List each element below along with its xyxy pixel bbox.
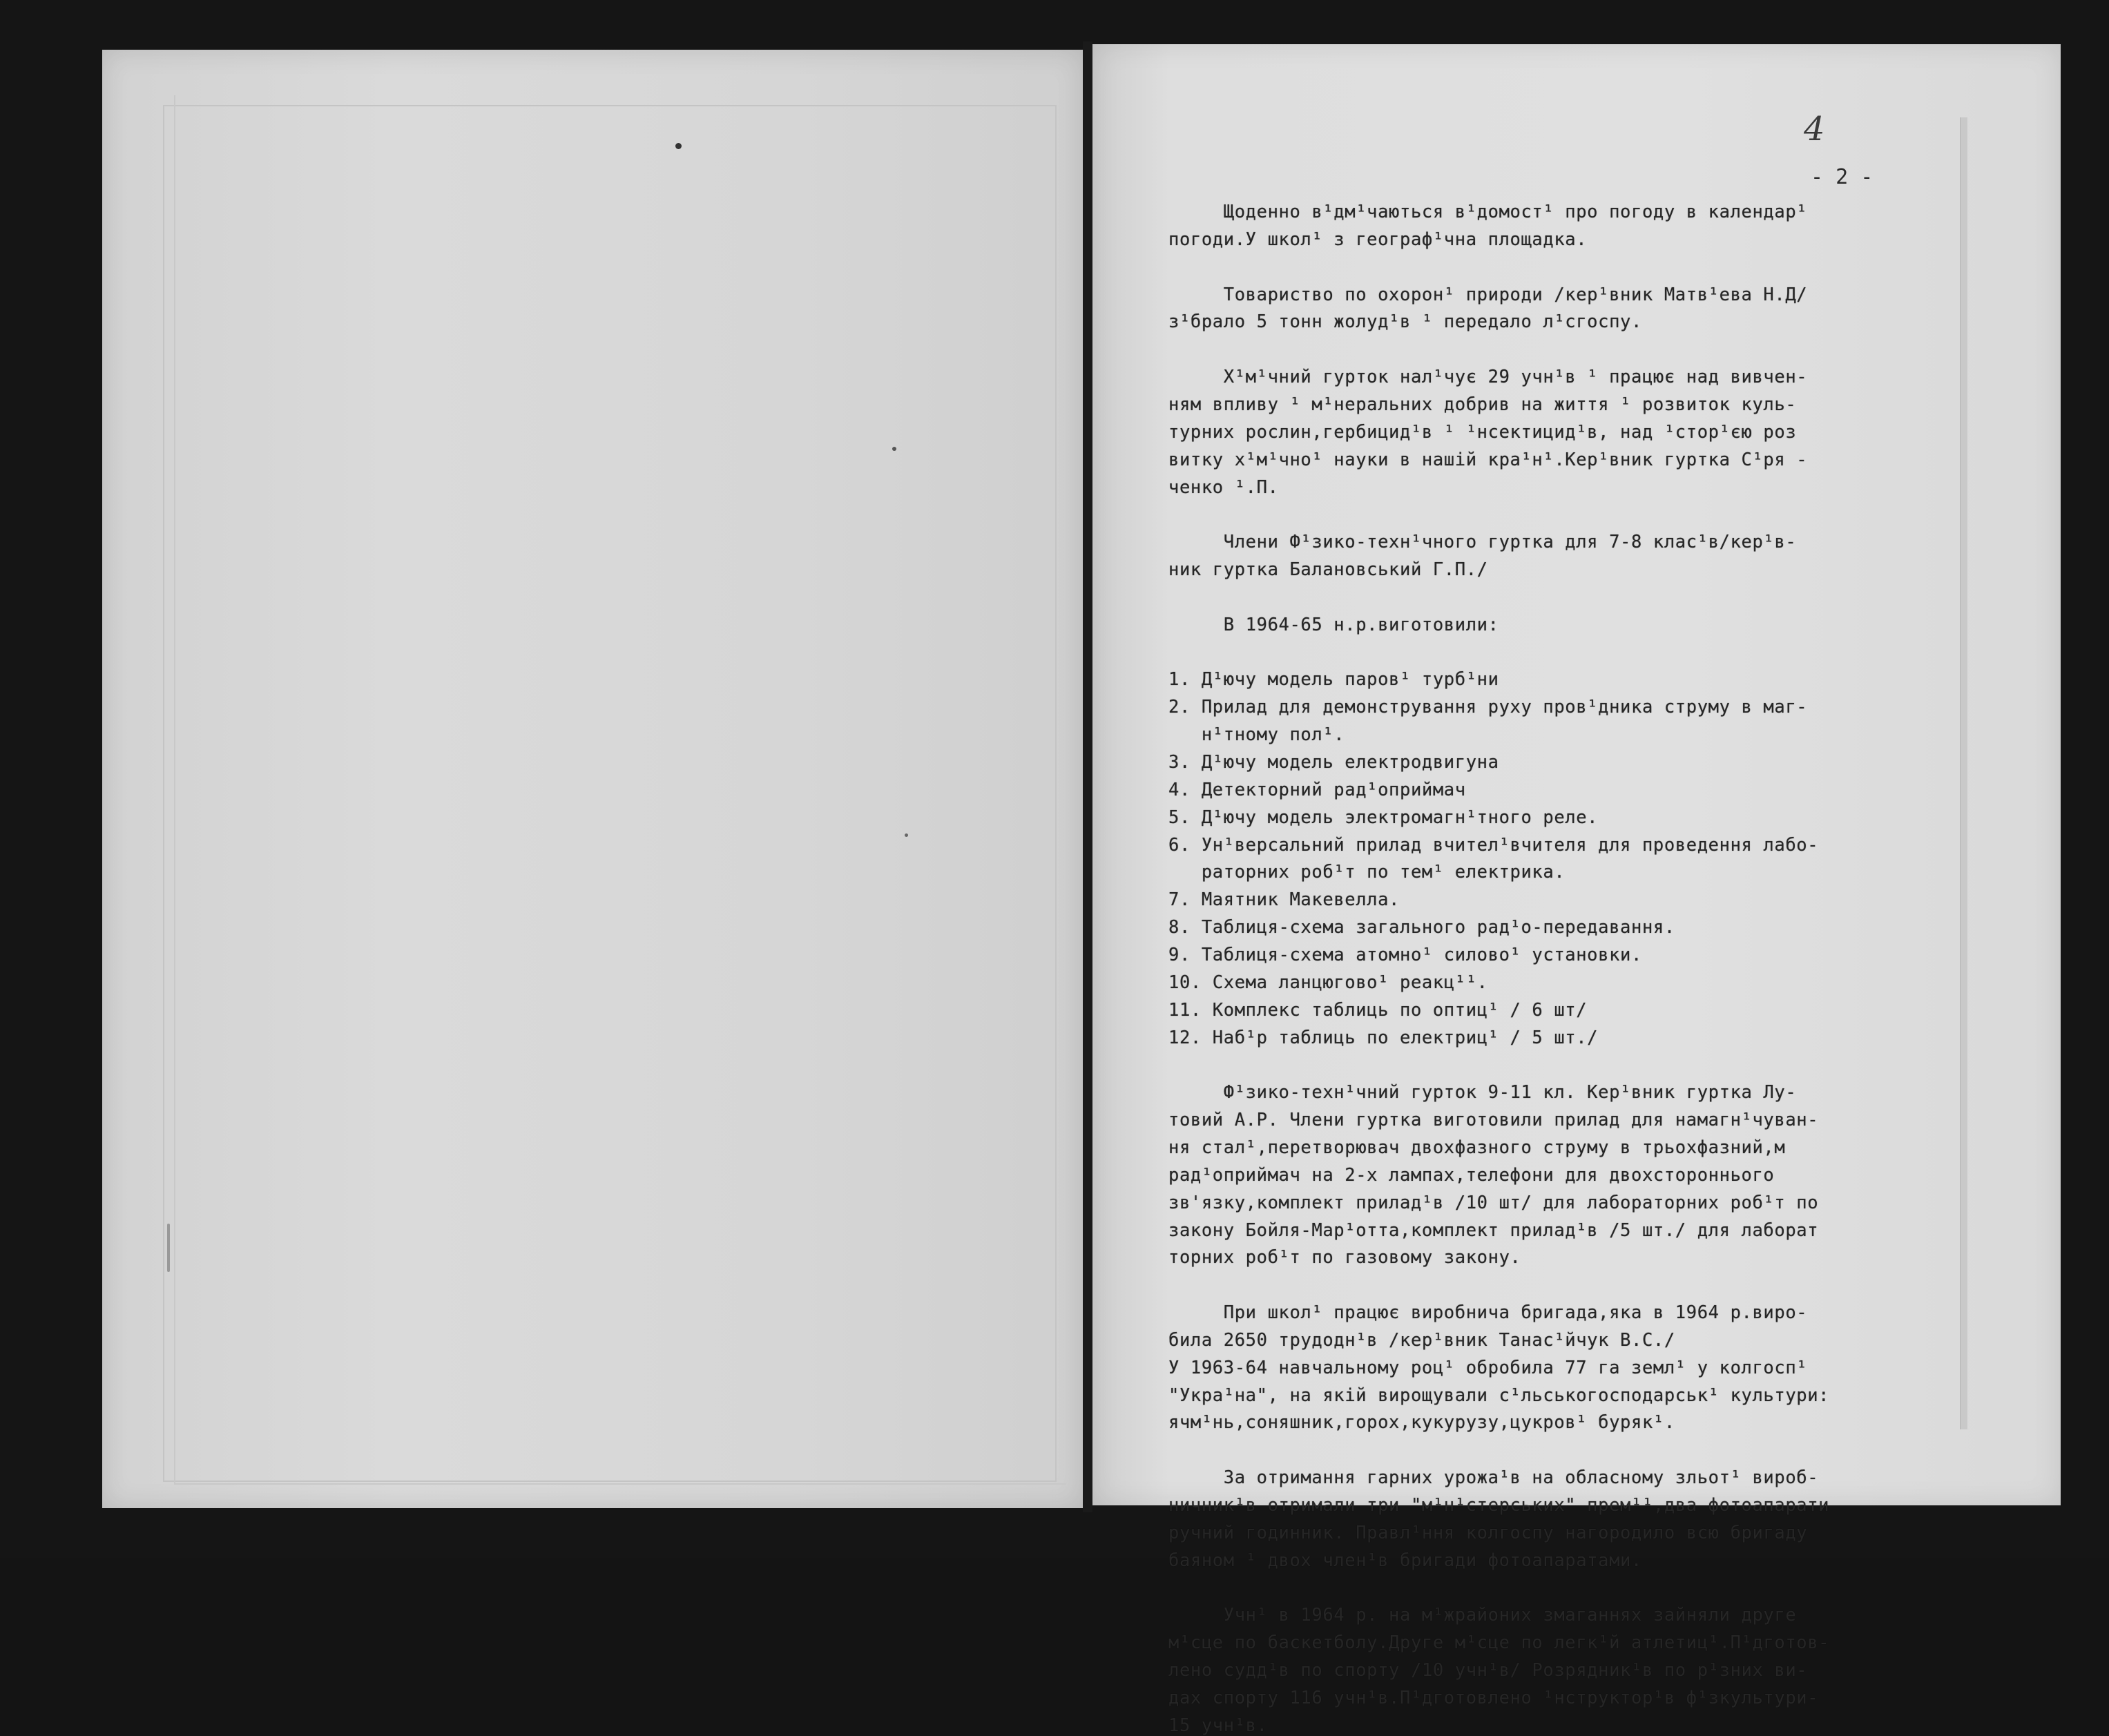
typed-line: торних роб¹т по газовому закону. xyxy=(1168,1247,1521,1269)
typed-line: В 1964-65 н.р.виготовили: xyxy=(1168,614,1499,635)
typed-line: ням впливу ¹ м¹неральних добрив на життя ¹ розвиток куль- xyxy=(1168,394,1797,415)
typed-line: 4. Детекторний рад¹оприймач xyxy=(1168,779,1466,800)
typed-line: ченко ¹.П. xyxy=(1168,476,1279,498)
typed-line: 3. Д¹ючу модель електродвигуна xyxy=(1168,752,1499,773)
typed-line: ручний годинник. Правл¹ння колгоспу нагородило всю бригаду xyxy=(1168,1522,1808,1543)
typed-line: рад¹оприймач на 2-х лампах,телефони для двохстороннього xyxy=(1168,1164,1775,1186)
right-page-typed xyxy=(1092,44,2061,1736)
typed-line: товий А.Р. Члени гуртка виготовили прилад для намагн¹чуван- xyxy=(1168,1110,1819,1131)
typed-line: Щоденно в¹дм¹чаються в¹домост¹ про погоду в календар¹ xyxy=(1168,202,1808,222)
typed-line: ня стал¹,перетворювач двохфазного струму в трьохфазний,м xyxy=(1168,1137,1786,1158)
typed-line: 12. Наб¹р таблиць по електриц¹ / 5 шт./ xyxy=(1168,1027,1599,1048)
typed-line: 1. Д¹ючу модель паров¹ турб¹ни xyxy=(1168,669,1499,691)
typed-line: баяном ¹ двох член¹в бригади фотоапаратами. xyxy=(1168,1550,1642,1571)
page-number: - 2 - xyxy=(1811,165,1874,189)
paper-speck xyxy=(167,1224,170,1272)
typed-line: витку х¹м¹чно¹ науки в нашій кра¹н¹.Кер¹вник гуртка С¹ря - xyxy=(1168,449,1808,470)
typed-line: 6. Ун¹версальний прилад вчител¹вчителя для проведення лабо- xyxy=(1168,834,1819,856)
typed-line: ячм¹нь,соняшник,горох,кукурузу,цукров¹ буряк¹. xyxy=(1168,1412,1675,1434)
typed-line: У 1963-64 навчальному роц¹ обробила 77 га земл¹ у колгосп¹ xyxy=(1168,1357,1808,1378)
typed-line: 15 учн¹в. xyxy=(1168,1715,1268,1736)
typed-line: Учн¹ в 1964 р. на м¹жрайоних змаганнях зайняли друге xyxy=(1168,1605,1797,1626)
typed-line: "Укра¹на", на якій вирощували с¹льськогосподарськ¹ культури: xyxy=(1168,1385,1830,1406)
typed-line: 2. Прилад для демонстрування руху пров¹дника струму в маг- xyxy=(1168,697,1808,718)
typed-line: Товариство по охорон¹ природи /кер¹вник Матв¹ева Н.Д/ xyxy=(1168,284,1808,305)
typed-line: Х¹м¹чний гурток нал¹чує 29 учн¹в ¹ працює над вивчен- xyxy=(1168,367,1808,388)
typed-line: лено судд¹в по спорту /10 учн¹в/ Розрядник¹в по р¹зних ви- xyxy=(1168,1660,1808,1681)
binding-gutter xyxy=(1083,41,1092,1512)
typed-line: 7. Маятник Макевелла. xyxy=(1168,889,1400,911)
typed-line: зв'язку,комплект прилад¹в /10 шт/ для лабораторних роб¹т по xyxy=(1168,1192,1819,1213)
paper-speck xyxy=(892,447,896,451)
typed-line: Ф¹зико-техн¹чний гурток 9-11 кл. Кер¹вник гуртка Лу- xyxy=(1168,1082,1797,1103)
typed-line: била 2650 трудодн¹в /кер¹вник Танас¹йчук В.С./ xyxy=(1168,1329,1675,1351)
typed-line: з¹брало 5 тонн жолуд¹в ¹ передало л¹сгоспу. xyxy=(1168,311,1642,333)
typed-line: турних рослин,гербицид¹в ¹ ¹нсектицид¹в, над ¹стор¹єю роз xyxy=(1168,421,1797,443)
paper-speck xyxy=(675,143,682,149)
typed-line: 10. Схема ланцюгово¹ реакц¹¹. xyxy=(1168,972,1488,993)
typed-line: 5. Д¹ючу модель электромагн¹тного реле. xyxy=(1168,807,1599,828)
typed-line: Члени Ф¹зико-техн¹чного гуртка для 7-8 клас¹в/кер¹в- xyxy=(1168,532,1797,553)
left-page-blank xyxy=(102,50,1083,1508)
typed-line: 9. Таблиця-схема атомно¹ силово¹ установки. xyxy=(1168,945,1642,965)
typed-line: 11. Комплекс таблиць по оптиц¹ / 6 шт/ xyxy=(1168,999,1588,1021)
typed-line: 8. Таблиця-схема загального рад¹о-передавання. xyxy=(1168,917,1675,938)
paper-speck xyxy=(905,833,908,837)
typed-line: закону Бойля-Мар¹отта,комплект прилад¹в /5 шт./ для лаборат xyxy=(1168,1219,1819,1241)
typed-line: ник гуртка Балановський Г.П./ xyxy=(1168,559,1488,581)
typed-line: раторних роб¹т по тем¹ електрика. xyxy=(1168,862,1566,883)
typed-line: н¹тному пол¹. xyxy=(1168,724,1345,746)
typed-line: дах спорту 116 учн¹в.П¹дготовлено ¹нструктор¹в ф¹зкультури- xyxy=(1168,1688,1819,1708)
page-edge xyxy=(1960,117,1967,1429)
typed-line: При школ¹ працює виробнича бригада,яка в 1964 р.виро- xyxy=(1168,1302,1808,1324)
typed-line: За отримання гарних урожа¹в на обласному зльот¹ вироб- xyxy=(1168,1467,1819,1489)
handwritten-folio-number: 4 xyxy=(1804,110,1825,148)
left-page-frame-offset xyxy=(174,95,1066,1485)
typed-line: м¹сце по баскетболу.Друге м¹сце по легк¹й атлетиц¹.П¹дготов- xyxy=(1168,1632,1830,1654)
typed-line: ничник¹в отримали три "м¹н¹стерських" прем¹¹,два фотоапарати xyxy=(1168,1495,1830,1516)
typed-line: погоди.У школ¹ з географ¹чна площадка. xyxy=(1168,229,1588,250)
